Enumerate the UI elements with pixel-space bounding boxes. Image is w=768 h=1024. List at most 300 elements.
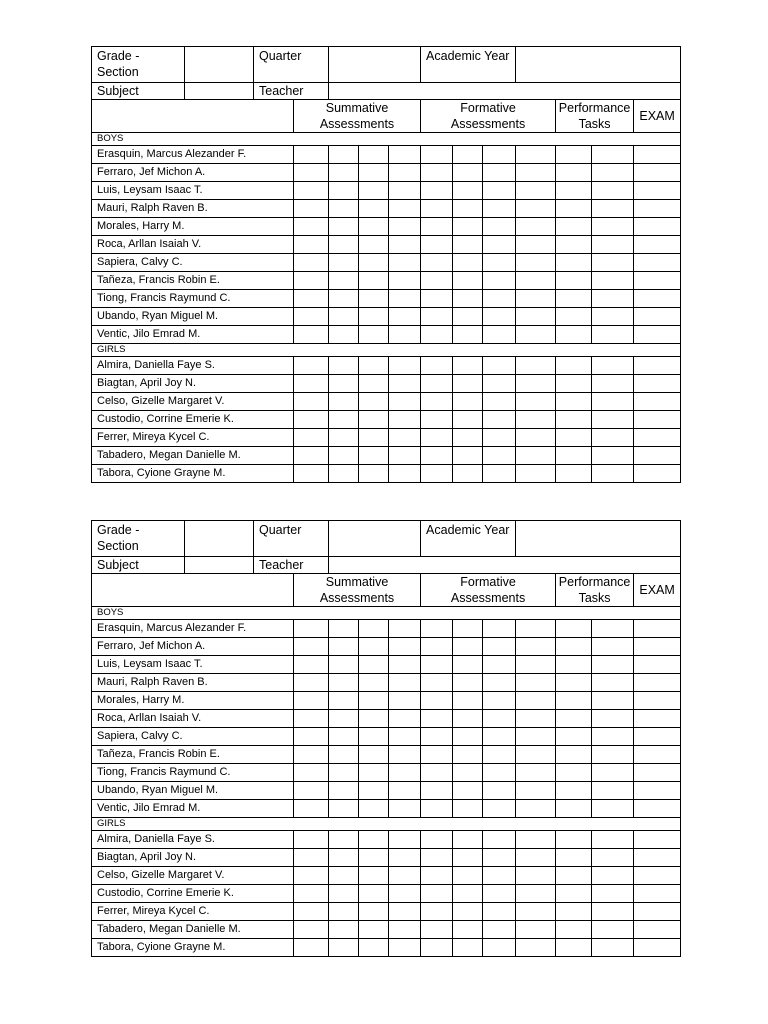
score-cell[interactable]	[556, 465, 592, 483]
score-cell[interactable]	[556, 357, 592, 375]
score-cell[interactable]	[421, 831, 453, 849]
score-cell[interactable]	[421, 447, 453, 465]
score-cell[interactable]	[294, 146, 329, 164]
score-cell[interactable]	[359, 146, 389, 164]
quarter-field[interactable]	[329, 47, 421, 83]
score-cell[interactable]	[592, 308, 634, 326]
score-cell[interactable]	[453, 764, 483, 782]
score-cell[interactable]	[421, 357, 453, 375]
score-cell[interactable]	[294, 326, 329, 344]
score-cell[interactable]	[516, 939, 556, 957]
score-cell[interactable]	[421, 921, 453, 939]
score-cell[interactable]	[556, 411, 592, 429]
score-cell[interactable]	[483, 867, 516, 885]
score-cell[interactable]	[592, 867, 634, 885]
score-cell[interactable]	[421, 728, 453, 746]
score-cell[interactable]	[592, 200, 634, 218]
score-cell[interactable]	[453, 885, 483, 903]
score-cell[interactable]	[556, 638, 592, 656]
score-cell[interactable]	[483, 375, 516, 393]
score-cell[interactable]	[556, 831, 592, 849]
score-cell[interactable]	[389, 236, 421, 254]
score-cell[interactable]	[634, 357, 681, 375]
score-cell[interactable]	[389, 272, 421, 290]
score-cell[interactable]	[634, 692, 681, 710]
score-cell[interactable]	[556, 620, 592, 638]
score-cell[interactable]	[421, 254, 453, 272]
score-cell[interactable]	[483, 200, 516, 218]
score-cell[interactable]	[359, 692, 389, 710]
score-cell[interactable]	[516, 164, 556, 182]
score-cell[interactable]	[634, 200, 681, 218]
score-cell[interactable]	[453, 236, 483, 254]
score-cell[interactable]	[516, 764, 556, 782]
score-cell[interactable]	[421, 308, 453, 326]
score-cell[interactable]	[634, 326, 681, 344]
score-cell[interactable]	[329, 272, 359, 290]
score-cell[interactable]	[294, 429, 329, 447]
score-cell[interactable]	[516, 692, 556, 710]
score-cell[interactable]	[634, 867, 681, 885]
score-cell[interactable]	[329, 411, 359, 429]
score-cell[interactable]	[483, 656, 516, 674]
score-cell[interactable]	[592, 782, 634, 800]
score-cell[interactable]	[634, 236, 681, 254]
score-cell[interactable]	[592, 357, 634, 375]
score-cell[interactable]	[389, 638, 421, 656]
score-cell[interactable]	[556, 290, 592, 308]
score-cell[interactable]	[453, 218, 483, 236]
score-cell[interactable]	[389, 939, 421, 957]
score-cell[interactable]	[516, 831, 556, 849]
score-cell[interactable]	[329, 656, 359, 674]
score-cell[interactable]	[516, 429, 556, 447]
score-cell[interactable]	[453, 674, 483, 692]
score-cell[interactable]	[453, 782, 483, 800]
score-cell[interactable]	[592, 429, 634, 447]
score-cell[interactable]	[329, 782, 359, 800]
score-cell[interactable]	[294, 831, 329, 849]
score-cell[interactable]	[556, 728, 592, 746]
score-cell[interactable]	[556, 236, 592, 254]
score-cell[interactable]	[592, 447, 634, 465]
score-cell[interactable]	[556, 692, 592, 710]
score-cell[interactable]	[359, 620, 389, 638]
score-cell[interactable]	[453, 308, 483, 326]
score-cell[interactable]	[359, 465, 389, 483]
score-cell[interactable]	[329, 290, 359, 308]
score-cell[interactable]	[634, 620, 681, 638]
score-cell[interactable]	[483, 674, 516, 692]
score-cell[interactable]	[634, 465, 681, 483]
score-cell[interactable]	[453, 272, 483, 290]
score-cell[interactable]	[294, 782, 329, 800]
score-cell[interactable]	[359, 200, 389, 218]
score-cell[interactable]	[294, 939, 329, 957]
score-cell[interactable]	[516, 465, 556, 483]
score-cell[interactable]	[294, 921, 329, 939]
score-cell[interactable]	[453, 164, 483, 182]
score-cell[interactable]	[329, 867, 359, 885]
score-cell[interactable]	[592, 393, 634, 411]
score-cell[interactable]	[453, 465, 483, 483]
score-cell[interactable]	[453, 746, 483, 764]
score-cell[interactable]	[634, 764, 681, 782]
score-cell[interactable]	[634, 375, 681, 393]
score-cell[interactable]	[592, 620, 634, 638]
score-cell[interactable]	[359, 728, 389, 746]
score-cell[interactable]	[556, 921, 592, 939]
score-cell[interactable]	[483, 746, 516, 764]
score-cell[interactable]	[421, 411, 453, 429]
subject-field[interactable]	[185, 557, 254, 574]
score-cell[interactable]	[516, 849, 556, 867]
score-cell[interactable]	[453, 620, 483, 638]
score-cell[interactable]	[421, 674, 453, 692]
score-cell[interactable]	[634, 447, 681, 465]
score-cell[interactable]	[421, 885, 453, 903]
score-cell[interactable]	[634, 674, 681, 692]
score-cell[interactable]	[389, 620, 421, 638]
score-cell[interactable]	[516, 728, 556, 746]
score-cell[interactable]	[592, 764, 634, 782]
score-cell[interactable]	[294, 411, 329, 429]
score-cell[interactable]	[329, 200, 359, 218]
score-cell[interactable]	[359, 710, 389, 728]
score-cell[interactable]	[592, 375, 634, 393]
score-cell[interactable]	[592, 656, 634, 674]
score-cell[interactable]	[556, 447, 592, 465]
score-cell[interactable]	[359, 674, 389, 692]
score-cell[interactable]	[421, 800, 453, 818]
score-cell[interactable]	[359, 764, 389, 782]
score-cell[interactable]	[453, 357, 483, 375]
score-cell[interactable]	[389, 182, 421, 200]
score-cell[interactable]	[453, 447, 483, 465]
score-cell[interactable]	[329, 393, 359, 411]
score-cell[interactable]	[592, 710, 634, 728]
score-cell[interactable]	[592, 272, 634, 290]
score-cell[interactable]	[421, 200, 453, 218]
score-cell[interactable]	[516, 656, 556, 674]
score-cell[interactable]	[516, 800, 556, 818]
score-cell[interactable]	[329, 308, 359, 326]
score-cell[interactable]	[389, 411, 421, 429]
score-cell[interactable]	[421, 656, 453, 674]
score-cell[interactable]	[483, 921, 516, 939]
score-cell[interactable]	[483, 710, 516, 728]
score-cell[interactable]	[421, 939, 453, 957]
score-cell[interactable]	[453, 146, 483, 164]
score-cell[interactable]	[556, 218, 592, 236]
score-cell[interactable]	[453, 903, 483, 921]
score-cell[interactable]	[421, 903, 453, 921]
score-cell[interactable]	[516, 236, 556, 254]
score-cell[interactable]	[453, 290, 483, 308]
score-cell[interactable]	[483, 447, 516, 465]
score-cell[interactable]	[556, 146, 592, 164]
score-cell[interactable]	[389, 200, 421, 218]
score-cell[interactable]	[516, 885, 556, 903]
score-cell[interactable]	[634, 308, 681, 326]
score-cell[interactable]	[483, 800, 516, 818]
score-cell[interactable]	[294, 308, 329, 326]
score-cell[interactable]	[329, 429, 359, 447]
score-cell[interactable]	[592, 182, 634, 200]
score-cell[interactable]	[634, 849, 681, 867]
score-cell[interactable]	[634, 800, 681, 818]
score-cell[interactable]	[516, 357, 556, 375]
teacher-field[interactable]	[329, 557, 681, 574]
score-cell[interactable]	[294, 375, 329, 393]
score-cell[interactable]	[421, 164, 453, 182]
score-cell[interactable]	[294, 746, 329, 764]
score-cell[interactable]	[556, 326, 592, 344]
score-cell[interactable]	[359, 290, 389, 308]
score-cell[interactable]	[453, 849, 483, 867]
score-cell[interactable]	[453, 375, 483, 393]
score-cell[interactable]	[329, 849, 359, 867]
score-cell[interactable]	[421, 146, 453, 164]
score-cell[interactable]	[556, 429, 592, 447]
score-cell[interactable]	[329, 254, 359, 272]
score-cell[interactable]	[294, 710, 329, 728]
score-cell[interactable]	[294, 903, 329, 921]
score-cell[interactable]	[294, 728, 329, 746]
score-cell[interactable]	[389, 867, 421, 885]
score-cell[interactable]	[483, 182, 516, 200]
score-cell[interactable]	[453, 429, 483, 447]
score-cell[interactable]	[634, 638, 681, 656]
score-cell[interactable]	[389, 800, 421, 818]
score-cell[interactable]	[634, 746, 681, 764]
score-cell[interactable]	[483, 638, 516, 656]
score-cell[interactable]	[483, 357, 516, 375]
score-cell[interactable]	[329, 800, 359, 818]
score-cell[interactable]	[634, 429, 681, 447]
score-cell[interactable]	[389, 746, 421, 764]
score-cell[interactable]	[516, 182, 556, 200]
score-cell[interactable]	[421, 272, 453, 290]
score-cell[interactable]	[556, 746, 592, 764]
score-cell[interactable]	[556, 885, 592, 903]
score-cell[interactable]	[389, 764, 421, 782]
score-cell[interactable]	[359, 867, 389, 885]
score-cell[interactable]	[634, 728, 681, 746]
score-cell[interactable]	[483, 236, 516, 254]
score-cell[interactable]	[389, 782, 421, 800]
score-cell[interactable]	[359, 254, 389, 272]
score-cell[interactable]	[516, 375, 556, 393]
score-cell[interactable]	[516, 393, 556, 411]
score-cell[interactable]	[359, 746, 389, 764]
score-cell[interactable]	[421, 326, 453, 344]
score-cell[interactable]	[516, 782, 556, 800]
score-cell[interactable]	[634, 939, 681, 957]
score-cell[interactable]	[483, 849, 516, 867]
score-cell[interactable]	[329, 746, 359, 764]
score-cell[interactable]	[453, 692, 483, 710]
score-cell[interactable]	[592, 254, 634, 272]
score-cell[interactable]	[592, 674, 634, 692]
score-cell[interactable]	[359, 939, 389, 957]
score-cell[interactable]	[483, 218, 516, 236]
score-cell[interactable]	[592, 411, 634, 429]
score-cell[interactable]	[592, 939, 634, 957]
score-cell[interactable]	[556, 656, 592, 674]
score-cell[interactable]	[359, 782, 389, 800]
score-cell[interactable]	[453, 393, 483, 411]
score-cell[interactable]	[389, 849, 421, 867]
score-cell[interactable]	[556, 800, 592, 818]
score-cell[interactable]	[359, 638, 389, 656]
score-cell[interactable]	[483, 411, 516, 429]
score-cell[interactable]	[556, 182, 592, 200]
score-cell[interactable]	[592, 146, 634, 164]
score-cell[interactable]	[389, 692, 421, 710]
score-cell[interactable]	[421, 465, 453, 483]
score-cell[interactable]	[359, 236, 389, 254]
score-cell[interactable]	[453, 921, 483, 939]
score-cell[interactable]	[294, 465, 329, 483]
score-cell[interactable]	[483, 429, 516, 447]
score-cell[interactable]	[294, 272, 329, 290]
score-cell[interactable]	[516, 638, 556, 656]
score-cell[interactable]	[516, 447, 556, 465]
score-cell[interactable]	[592, 236, 634, 254]
score-cell[interactable]	[483, 254, 516, 272]
score-cell[interactable]	[359, 218, 389, 236]
score-cell[interactable]	[634, 218, 681, 236]
score-cell[interactable]	[453, 411, 483, 429]
score-cell[interactable]	[294, 800, 329, 818]
score-cell[interactable]	[389, 146, 421, 164]
score-cell[interactable]	[389, 357, 421, 375]
score-cell[interactable]	[359, 921, 389, 939]
score-cell[interactable]	[359, 656, 389, 674]
score-cell[interactable]	[294, 849, 329, 867]
score-cell[interactable]	[389, 447, 421, 465]
score-cell[interactable]	[592, 885, 634, 903]
quarter-field[interactable]	[329, 521, 421, 557]
score-cell[interactable]	[634, 710, 681, 728]
score-cell[interactable]	[359, 411, 389, 429]
score-cell[interactable]	[359, 831, 389, 849]
score-cell[interactable]	[329, 885, 359, 903]
score-cell[interactable]	[421, 867, 453, 885]
score-cell[interactable]	[516, 867, 556, 885]
score-cell[interactable]	[389, 903, 421, 921]
score-cell[interactable]	[389, 728, 421, 746]
score-cell[interactable]	[421, 290, 453, 308]
score-cell[interactable]	[389, 393, 421, 411]
score-cell[interactable]	[294, 620, 329, 638]
score-cell[interactable]	[359, 326, 389, 344]
score-cell[interactable]	[329, 638, 359, 656]
score-cell[interactable]	[359, 393, 389, 411]
score-cell[interactable]	[329, 728, 359, 746]
score-cell[interactable]	[294, 236, 329, 254]
score-cell[interactable]	[634, 782, 681, 800]
score-cell[interactable]	[516, 200, 556, 218]
score-cell[interactable]	[634, 182, 681, 200]
score-cell[interactable]	[592, 831, 634, 849]
score-cell[interactable]	[516, 620, 556, 638]
score-cell[interactable]	[453, 867, 483, 885]
score-cell[interactable]	[516, 218, 556, 236]
score-cell[interactable]	[592, 326, 634, 344]
score-cell[interactable]	[556, 849, 592, 867]
score-cell[interactable]	[329, 903, 359, 921]
score-cell[interactable]	[483, 465, 516, 483]
score-cell[interactable]	[516, 411, 556, 429]
score-cell[interactable]	[453, 182, 483, 200]
score-cell[interactable]	[421, 620, 453, 638]
score-cell[interactable]	[634, 885, 681, 903]
score-cell[interactable]	[329, 146, 359, 164]
score-cell[interactable]	[453, 728, 483, 746]
score-cell[interactable]	[453, 939, 483, 957]
score-cell[interactable]	[359, 849, 389, 867]
score-cell[interactable]	[634, 164, 681, 182]
score-cell[interactable]	[421, 692, 453, 710]
score-cell[interactable]	[592, 728, 634, 746]
score-cell[interactable]	[389, 308, 421, 326]
score-cell[interactable]	[389, 326, 421, 344]
score-cell[interactable]	[294, 764, 329, 782]
score-cell[interactable]	[294, 218, 329, 236]
score-cell[interactable]	[556, 867, 592, 885]
score-cell[interactable]	[329, 236, 359, 254]
score-cell[interactable]	[389, 254, 421, 272]
score-cell[interactable]	[592, 290, 634, 308]
score-cell[interactable]	[329, 921, 359, 939]
score-cell[interactable]	[359, 272, 389, 290]
grade-section-field[interactable]	[185, 521, 254, 557]
score-cell[interactable]	[634, 393, 681, 411]
score-cell[interactable]	[453, 638, 483, 656]
score-cell[interactable]	[556, 308, 592, 326]
score-cell[interactable]	[634, 921, 681, 939]
score-cell[interactable]	[359, 903, 389, 921]
score-cell[interactable]	[556, 903, 592, 921]
score-cell[interactable]	[592, 218, 634, 236]
score-cell[interactable]	[556, 200, 592, 218]
score-cell[interactable]	[294, 200, 329, 218]
score-cell[interactable]	[329, 375, 359, 393]
score-cell[interactable]	[453, 800, 483, 818]
score-cell[interactable]	[483, 939, 516, 957]
score-cell[interactable]	[453, 200, 483, 218]
score-cell[interactable]	[516, 326, 556, 344]
score-cell[interactable]	[516, 674, 556, 692]
score-cell[interactable]	[421, 638, 453, 656]
score-cell[interactable]	[592, 849, 634, 867]
score-cell[interactable]	[329, 939, 359, 957]
score-cell[interactable]	[634, 290, 681, 308]
score-cell[interactable]	[453, 656, 483, 674]
score-cell[interactable]	[329, 447, 359, 465]
score-cell[interactable]	[592, 800, 634, 818]
score-cell[interactable]	[421, 429, 453, 447]
score-cell[interactable]	[359, 375, 389, 393]
score-cell[interactable]	[421, 849, 453, 867]
score-cell[interactable]	[389, 375, 421, 393]
score-cell[interactable]	[516, 308, 556, 326]
score-cell[interactable]	[329, 465, 359, 483]
score-cell[interactable]	[634, 254, 681, 272]
academic-year-field[interactable]	[516, 47, 681, 83]
